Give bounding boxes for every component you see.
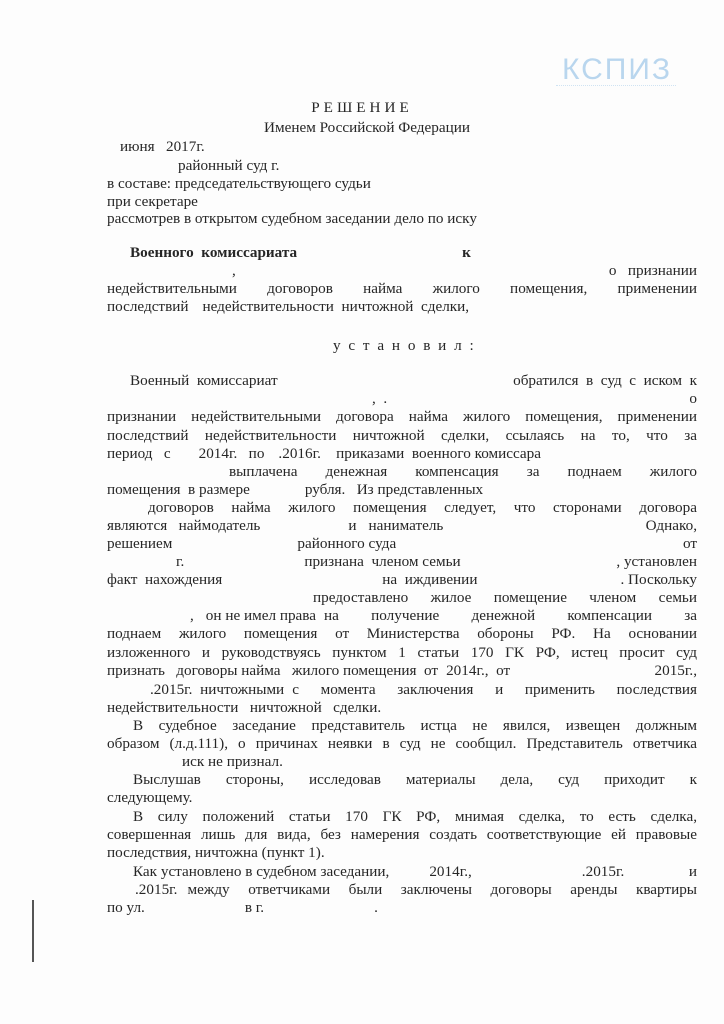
claim-comma: , — [232, 262, 236, 279]
body-text: наниматель — [368, 517, 444, 534]
body-text: недействительности ничтожной сделки. — [107, 699, 382, 716]
court-secretary: при секретаре — [107, 193, 198, 210]
body-text: признана членом семьи — [304, 553, 461, 570]
case-considered: рассмотрев в открытом судебном заседании дело по иску — [107, 210, 477, 227]
body-text: помещения в размере — [107, 481, 250, 498]
document-subtitle: Именем Российской Федерации — [264, 119, 470, 136]
body-text: выплачена денежная компенсация за поднаем жилого — [229, 463, 697, 480]
body-text: В судебное заседание представитель истца не явился, извещен должным — [133, 717, 697, 734]
claim-line: недействительности ничтожной сделки, — [202, 298, 470, 315]
body-text: .2015г. ничтожными — [150, 681, 285, 698]
body-text: Военный комиссариат — [130, 372, 278, 389]
claim-row — [107, 298, 697, 316]
body-text: период с — [107, 445, 171, 462]
body-text: договоров найма жилого помещения следует, что сторонами договора — [148, 499, 697, 516]
body-row — [107, 553, 697, 571]
claim-line: недействительными договоров найма жилого помещения, применении — [107, 280, 697, 297]
body-text: он не имел права — [205, 607, 317, 624]
claim-row — [107, 244, 697, 262]
body-text: В силу положений статьи 170 ГК РФ, мнимая сделка, то есть сделка, — [133, 808, 697, 825]
body-row — [107, 899, 697, 917]
body-text: Выслушав стороны, исследовав материалы дела, суд приходит к — [133, 771, 697, 788]
body-text: иск не признал. — [182, 753, 283, 770]
body-row — [107, 390, 697, 408]
body-text: , . — [372, 390, 388, 407]
plaintiff-name: Военного комиссариата — [130, 244, 298, 261]
body-text: решением — [107, 535, 173, 552]
body-text: Как установлено в судебном заседании, — [133, 863, 390, 880]
decision-date: июня 2017г. — [120, 138, 205, 155]
body-text: .2016г. приказами военного комиссара — [278, 445, 541, 462]
body-text: от — [682, 535, 697, 552]
court-stamp — [556, 51, 676, 86]
body-text: поднаем жилого помещения от Министерства обороны РФ. На основании — [107, 625, 697, 642]
body-text: по ул. — [107, 899, 145, 916]
body-text: 2014г., от — [446, 662, 511, 679]
body-text: на получение денежной компенсации за — [324, 607, 697, 624]
body-row — [107, 517, 697, 535]
body-row — [107, 863, 697, 881]
body-text: признании недействительными договора найма жилого помещения, применении — [107, 408, 697, 425]
body-row — [107, 571, 697, 589]
body-text: 2014г., — [429, 863, 472, 880]
body-text: признать договоры найма жилого помещения от — [107, 662, 439, 679]
body-row — [107, 372, 697, 390]
body-text: последствия, ничтожна (пункт 1). — [107, 844, 325, 861]
body-text: и — [688, 863, 697, 880]
body-text: следующему. — [107, 789, 193, 806]
court-composition: в составе: председательствующего судьи — [107, 175, 371, 192]
body-text: и — [348, 517, 357, 534]
claim-row — [107, 262, 697, 280]
body-row — [107, 607, 697, 625]
body-text: , установлен — [616, 553, 697, 570]
body-text: о — [689, 390, 697, 407]
body-text: районного суда — [297, 535, 397, 552]
body-text: на иждивении — [382, 571, 478, 588]
body-text: предоставлено жилое помещение членом семьи — [313, 589, 697, 606]
body-row — [107, 881, 697, 899]
body-text: г. — [176, 553, 185, 570]
claim-to: к — [462, 244, 471, 261]
body-text: образом (л.д.111), о причинах неявки в суд не сообщил. Представитель ответчика — [107, 735, 697, 752]
body-text: . — [374, 899, 378, 916]
body-text: изложенного и руководствуясь пунктом 1 статьи 170 ГК РФ, истец просит суд — [107, 644, 697, 661]
body-text: между ответчиками были заключены договоры аренды квартиры — [187, 881, 697, 898]
court-name: районный суд г. — [178, 157, 280, 174]
body-text: 2015г., — [654, 662, 697, 679]
body-text: рубля. Из представленных — [304, 481, 484, 498]
body-row — [107, 481, 697, 499]
body-row — [107, 445, 697, 463]
body-text: 2014г. по — [198, 445, 265, 462]
body-text: совершенная лишь для вида, без намерения создать соответствующие ей правовые — [107, 826, 697, 843]
section-heading-established: у с т а н о в и л : — [333, 337, 476, 354]
claim-line: последствий — [107, 298, 189, 315]
body-text: в г. — [244, 899, 265, 916]
body-text: , — [190, 607, 194, 624]
body-text: Однако, — [645, 517, 697, 534]
body-text: факт нахождения — [107, 571, 223, 588]
body-row — [107, 681, 697, 699]
margin-mark — [32, 900, 34, 962]
body-text: с момента заключения и применить последствия — [292, 681, 697, 698]
document-title: РЕШЕНИЕ — [311, 99, 413, 116]
body-row — [107, 535, 697, 553]
body-text: .2015г. — [581, 863, 625, 880]
stamp-text: КСПИЗ — [562, 53, 673, 86]
body-text: последствий недействительности ничтожной сделки, ссылаясь на то, что за — [107, 427, 697, 444]
body-text: обратился в суд с иском к — [513, 372, 697, 389]
body-text: .2015г. — [135, 881, 178, 898]
body-text: . Поскольку — [620, 571, 697, 588]
claim-about: о признании — [608, 262, 697, 279]
body-text: являются наймодатель — [107, 517, 261, 534]
body-row — [107, 662, 697, 680]
